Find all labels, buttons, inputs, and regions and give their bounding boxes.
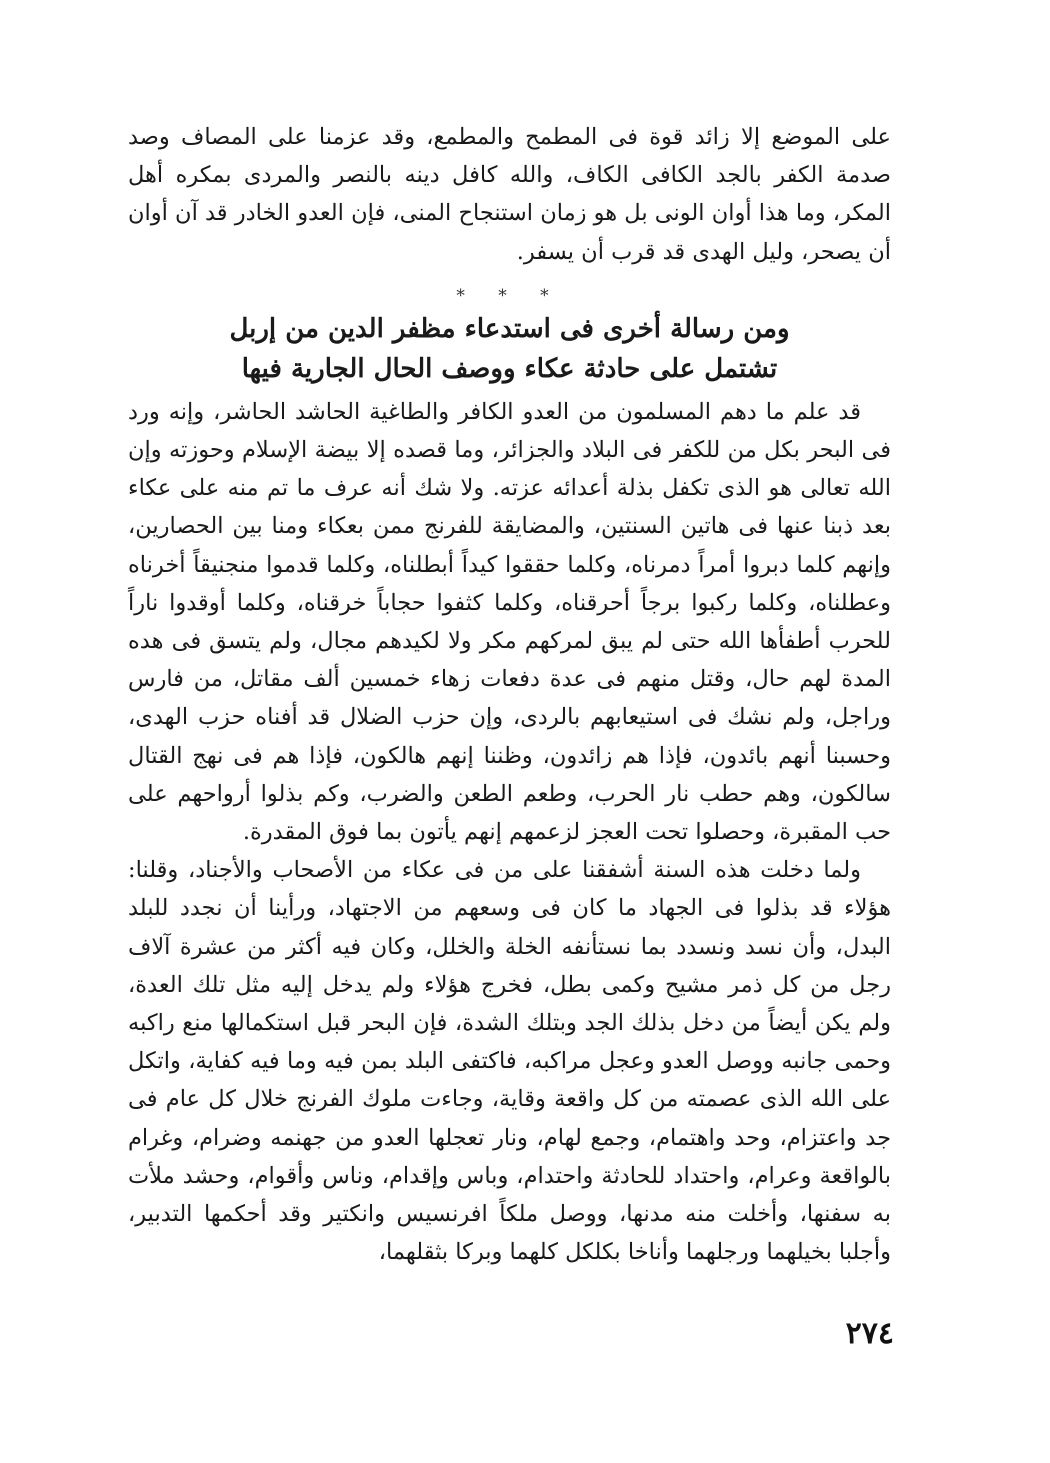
body-paragraph-2: ولما دخلت هذه السنة أشفقنا على من فى عكاء من الأصحاب والأجناد، وقلنا: هؤلاء قد بذلوا فى الجهاد ما كان فى وسعهم من الاجتهاد، ورأينا أن نجدد للبلد البدل، وأن نسد ونسدد بما نستأنفه الخلة والخلل، وكان فيه أكثر من عشرة آلاف رجل من كل ذمر مشيح وكمى بطل، فخرج هؤلاء ولم يدخل إليه مثل تلك العدة، ولم يكن أيضاً من دخل بذلك الجد وبتلك الشدة، فإن البحر قبل استكمالها منع راكبه وحمى جانبه ووصل العدو وعجل مراكبه، فاكتفى البلد بمن فيه وما فيه كفاية، واتكل على الله الذى عصمته من كل واقعة وقاية، وجاءت ملوك الفرنج خلال كل عام فى جد واعتزام، وحد واهتمام، وجمع لهام، ونار تعجلها العدو من جهنمه وضرام، وغرام بالواقعة وعرام، واحتداد للحادثة واحتدام، وباس وإقدام، وناس وأقوام، وحشد ملأت به سفنها، وأخلت منه مدنها، ووصل ملكاً افرنسيس وانكتير وقد أحكمها التدبير، وأجلبا بخيلهما ورجلهما وأناخا بكلكل كلهما وبركا بثقلهما،	[128, 857, 891, 1266]
document-page	[128, 118, 891, 1271]
opening-paragraph: على الموضع إلا زائد قوة فى المطمح والمطمع، وقد عزمنا على المصاف وصد صدمة الكفر بالجد الكافى الكاف، والله كافل دينه بالنصر والمردى بمكره أهل المكر، وما هذا أوان الونى بل هو زمان استنجاح المنى، فإن العدو الخادر قد آن أوان أن يصحر، وليل الهدى قد قرب أن يسفر.	[128, 124, 891, 265]
section-heading-line-2: تشتمل على حادثة عكاء ووصف الحال الجارية فيها	[241, 353, 778, 384]
page-number: ٢٧٤	[845, 1316, 894, 1351]
section-heading	[128, 309, 891, 389]
body-paragraph-1: قد علم ما دهم المسلمون من العدو الكافر والطاغية الحاشد الحاشر، وإنه ورد فى البحر بكل من للكفر فى البلاد والجزائر، وما قصده إلا بيضة الإسلام وحوزته وإن الله تعالى هو الذى تكفل بذلة أعدائه عزته. ولا شك أنه عرف ما تم منه على عكاء بعد ذبنا عنها فى هاتين السنتين، والمضايقة للفرنج ممن بعكاء ومنا بين الحصارين، وإنهم كلما دبروا أمراً دمرناه، وكلما حققوا كيداً أبطلناه، وكلما قدموا منجنيقاً أخرناه وعطلناه، وكلما ركبوا برجاً أحرقناه، وكلما كثفوا حجاباً خرقناه، وكلما أوقدوا ناراً للحرب أطفأها الله حتى لم يبق لمركهم مكر ولا لكيدهم مجال، ولم يتسق فى هده المدة لهم حال، وقتل منهم فى عدة دفعات زهاء خمسين ألف مقاتل، من فارس وراجل، ولم نشك فى استيعابهم بالردى، وإن حزب الضلال قد أفناه حزب الهدى، وحسبنا أنهم بائدون، فإذا هم زائدون، وظننا إنهم هالكون، فإذا هم فى نهج القتال سالكون، وهم حطب نار الحرب، وطعم الطعن والضرب، وكم بذلوا أرواحهم على حب المقبرة، وحصلوا تحت العجز لزعمهم إنهم يأتون بما فوق المقدرة.	[128, 398, 891, 846]
section-heading-line-1: ومن رسالة أخرى فى استدعاء مظفر الدين من إربل	[229, 313, 790, 344]
section-separator: * * *	[456, 285, 563, 306]
